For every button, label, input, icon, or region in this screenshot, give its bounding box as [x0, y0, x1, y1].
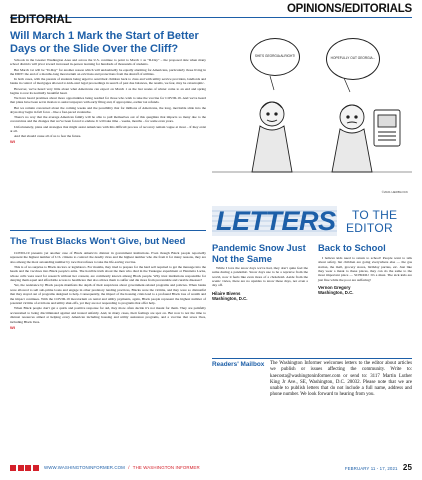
- letter2-name: Vernon Gregory: [318, 285, 351, 291]
- editorial-paragraph: But March 1st will be "D-Day" for another reason which will undoubtedly be equally alarming for Americans, particularly those living in the DMV: the end of a months-long moratorium on evictions and protections from the shutoff of utilities.: [10, 67, 206, 76]
- letter2-body-wrap: [318, 256, 412, 295]
- footer-paper: THE WASHINGTON INFORMER: [132, 465, 200, 470]
- editorial-paragraph: We have heard promises about more opportunities being readied for those who wish to take the vaccine for COVID-19. And we've heard that plans have been set in motion to assist taxpayers with early filing and, if appropriate, earlier tax refunds.: [10, 96, 206, 105]
- letter1-body-wrap: [212, 266, 308, 301]
- letter1-title: Pandemic Snow Just Not the Same: [212, 242, 306, 264]
- editorial-paragraph: However, we've heard very little about what Americans can expect on March 1 as the last weeks of winter come to an end and spring begins to rear its normally beautiful head.: [10, 86, 206, 95]
- editorial-paragraph: But we remain concerned about the coming weeks and the possibility that for millions of Americans, the long, inevitable slide into the abyss may begin in full force – like a fast-paced avalanche.: [10, 105, 206, 114]
- mailbox-text: The Washington Informer welcomes letters to the editor about articles we publish or issues affecting the community. Write to: kaecosta@washingtoninformer.com or send to: 3117 Martin Luther King Jr Ave., SE, Washington, D.C. 20032. Please note that we are unable to publish letters that do not include a full name, address and phone number. We look forward to hearing from you.: [270, 361, 412, 398]
- editorial-cartoon: [212, 22, 412, 202]
- letters-word: LETTERS: [216, 206, 336, 236]
- footer: [10, 464, 412, 474]
- letter1-body: While I love the snow days we've had, they don't quite feel the same during a pandemic. Snow days use to be a reprieve from the world, now it feels like even more of a cholehold. Aside from the scenic views, there are no upsides to snow these days, not even a day off.: [212, 266, 308, 288]
- trust-headline: The Trust Blacks Won't Give, but Need: [10, 236, 186, 247]
- footer-social-icons: [10, 465, 39, 471]
- letter1-location: Washington, D.C.: [212, 295, 248, 301]
- editorial-paragraph: Schools in the Greater Washington Area and across the U.S. continue to point to March 1 as "D-Day" – the proposed date when many school districts will pivot toward increased in-person learning for hundreds of thousands of students.: [10, 58, 206, 67]
- editorial-paragraph: In both cases, with the parents of students being urged to send their children back to class and with utility service providers, landlords and banks in control of mortgages allowed to kick-start legal proceedings in search of past due balances, the results, we fear, may be catastrophic.: [10, 77, 206, 86]
- editorial-paragraph: And that should cause all of us to fear the future.: [14, 134, 82, 138]
- letters-editor: EDITOR: [346, 221, 393, 235]
- youtube-icon[interactable]: [33, 465, 39, 471]
- trust-rule: [10, 230, 206, 231]
- footer-left: [44, 465, 200, 470]
- letters-to-the: TO THE: [352, 208, 398, 222]
- editorial-paragraph: There's no way that the average American family will be able to pull themselves out of this quagmire that impacts so many due to the coronavirus and the changes that we've been forced to endure. It will take time – weeks, months – for some even years.: [10, 115, 206, 124]
- trust-body: [10, 251, 206, 330]
- letter2-location: Washington, D.C.: [318, 290, 354, 296]
- footer-url[interactable]: WWW.WASHINGTONINFORMER.COM: [44, 465, 125, 470]
- twitter-icon[interactable]: [18, 465, 24, 471]
- mailbox-label: Readers' Mailbox: [212, 361, 265, 368]
- instagram-icon[interactable]: [25, 465, 31, 471]
- letter2-body: I believe kids need to return to school! People want to talk about safety, but children are going everywhere else — the gas station, the mall, grocery stores, birthday parties, etc. Just like they wear a mask to these places, they can do the same to the most important place — SCHOOL! It's a must. The sick kids are just fine while the poor are suffering!: [318, 256, 412, 282]
- cartoon-drawing: [212, 22, 412, 202]
- trust-paragraph: This is of no surprise to Black doctors or legislators. For months, they tried to prepare for the hard sell required to get the message into the heads and the vaccines into Black people's arms. The horrible truth about the men who died in the Tuskegee experiment or Henrietta Lacks, whose cells were used for research without her consent, are commonly known among Black people. Why trust institutions responsible for denying them equal and affordable access to healthcare that also allows them to suffer and die more from preventable and curable diseases?: [10, 264, 206, 283]
- letter1-name: Hilaire Bivens: [212, 290, 241, 296]
- footer-page: 25: [402, 463, 412, 472]
- cartoon-credit: ©2021 HERBLOCK: [381, 190, 408, 194]
- letter2-title: Back to School: [318, 242, 386, 253]
- cartoon-bubble-right: HOPEFULLY OUT GEORGIA...: [326, 38, 380, 80]
- editorial-signoff: WI: [10, 139, 15, 145]
- trust-paragraph: COVID-19 presents yet another case of Black America's distrust in government institutions. Even though Black people reportedly represent the highest number of U.S. citizens to contract the deadly virus and the highest number who die from it for many reasons, they are also among the most astounding number by race that refuses to take the life-saving vaccine.: [10, 251, 206, 264]
- editorial-body: [10, 58, 206, 144]
- trust-paragraph: When Black people don't get a quick and positive response for aid, they more often decide it's not meant for them. They are painfully accustomed to being discriminated against and treated unfairly. And, in many cases, their feelings are spot on. But now is not the time to distrust resources aimed at helping every American including housing and utility assistance programs, and a vaccine that saves lives, including Black lives.: [10, 306, 206, 324]
- editorial-label: EDITORIAL: [10, 14, 72, 26]
- section-title: OPINIONS/EDITORIALS: [286, 3, 412, 15]
- footer-date: FEBRUARY 11 - 17, 2021: [344, 466, 398, 471]
- editorial-paragraph: Unfortunately, plans and strategies that might assist Americans with this difficult process of recovery remain vague at most – if they exist at all.: [10, 124, 206, 133]
- trust-paragraph: Yet, the resistance by Black people manifests the depth of their suspicions about government-related programs and policies. When banks were allowed to sell sub-prime loans and engage in other predatory lending practices, Blacks were the victims, and they were so distrustful that they stayed out of programs designed to help. Consequently, the impact of the housing crisis lead to a profound Black loss of wealth and the impact continues. With the COVID-19 moratorium on rental and utility payments, again, Black people represent the highest number of potential victims of evictions and utility shut-offs, yet they are not responding to programs that offer help.: [10, 283, 206, 306]
- editorial-headline: Will March 1 Mark the Start of Better Days or the Slide Over the Cliff?: [10, 30, 199, 55]
- footer-separator: /: [128, 465, 130, 470]
- cartoon-bubble-left: SHE'S GEORGIA ALRIGHT!: [250, 38, 300, 76]
- facebook-icon[interactable]: [10, 465, 16, 471]
- mailbox-rule: [212, 358, 412, 359]
- footer-right: [345, 463, 412, 472]
- letters-banner: [212, 206, 412, 236]
- trust-signoff: WI: [10, 324, 15, 330]
